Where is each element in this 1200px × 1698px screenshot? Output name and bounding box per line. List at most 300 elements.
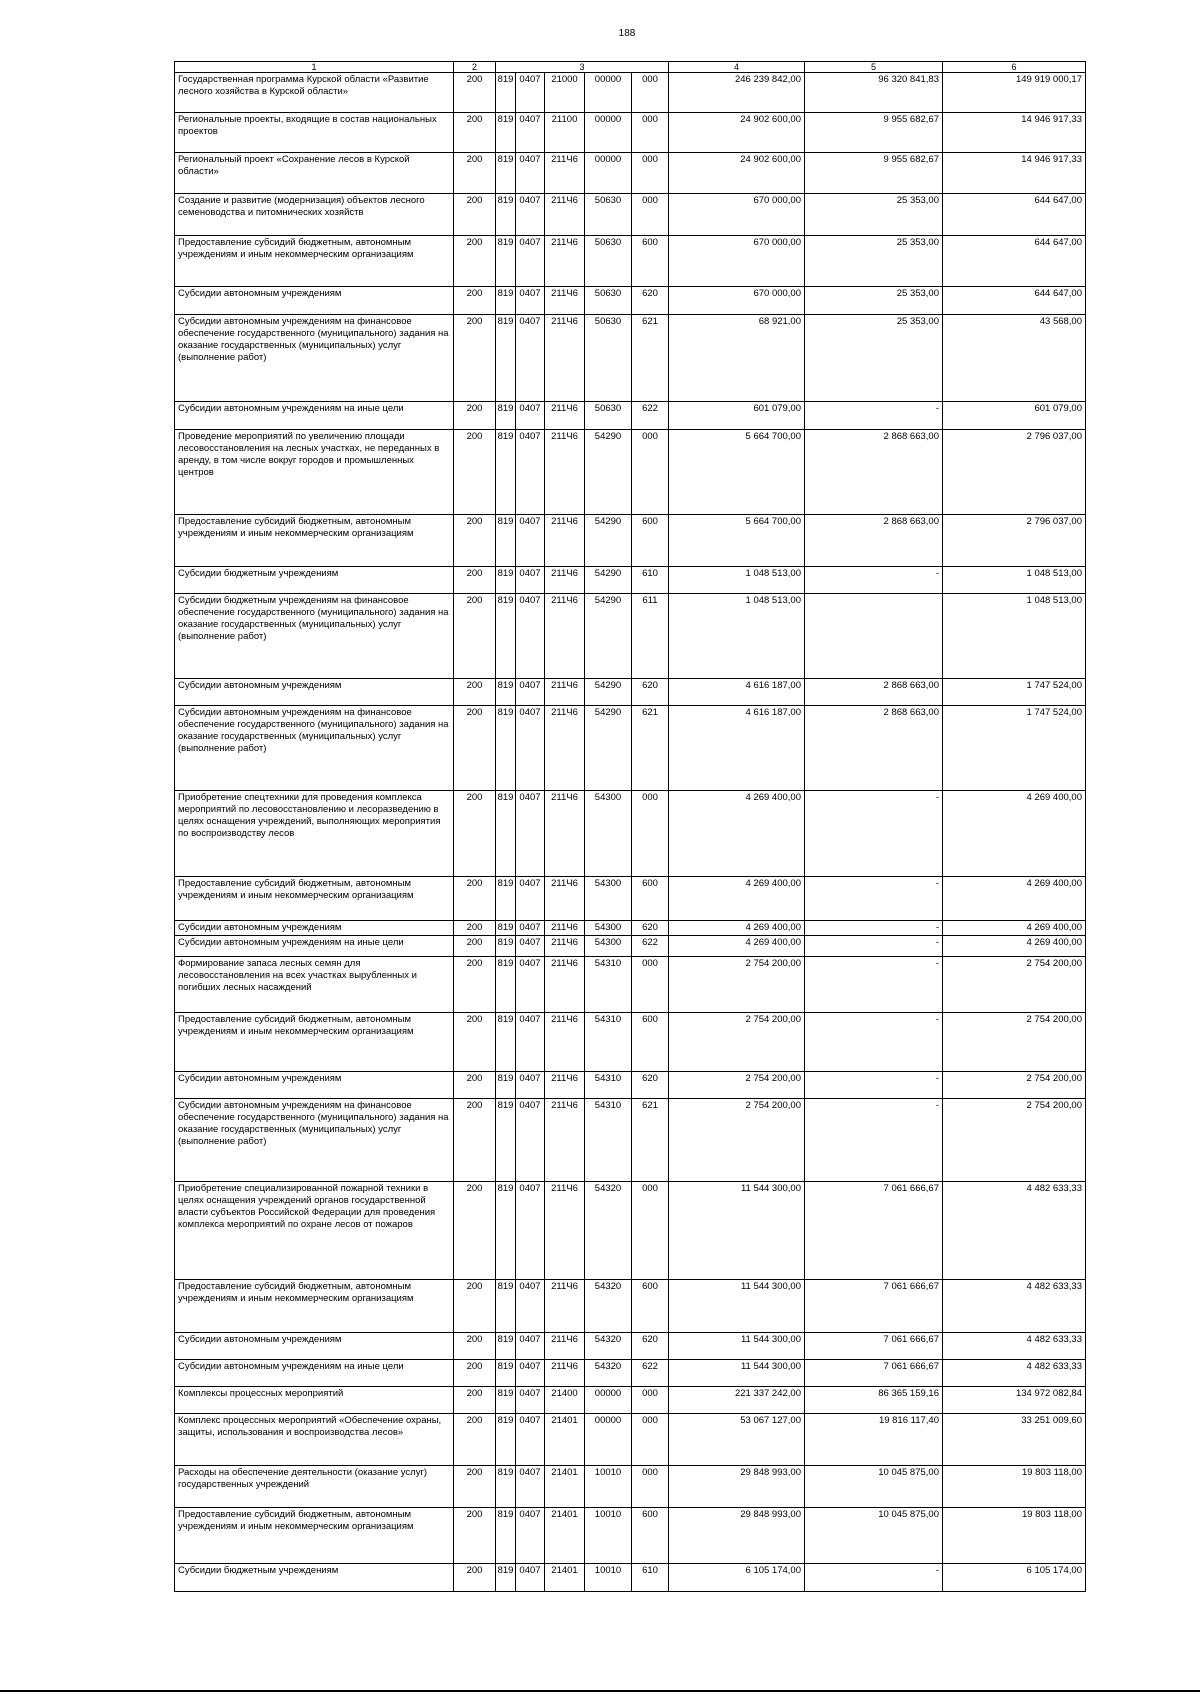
code-subsection: 0407 bbox=[516, 1013, 545, 1072]
row-name: Субсидии бюджетным учреждениям bbox=[175, 567, 454, 594]
value-col-4: 5 664 700,00 bbox=[669, 430, 805, 515]
code-program: 211Ч6 bbox=[545, 567, 585, 594]
table-row bbox=[175, 402, 1086, 430]
code-subsection: 0407 bbox=[516, 877, 545, 921]
code-direction: 54310 bbox=[585, 1013, 632, 1072]
code-subsection: 0407 bbox=[516, 153, 545, 194]
header-col-5: 5 bbox=[805, 62, 943, 73]
code-subsection: 0407 bbox=[516, 402, 545, 430]
code-subsection: 0407 bbox=[516, 430, 545, 515]
code-expense-type: 620 bbox=[632, 921, 669, 936]
value-col-6: 644 647,00 bbox=[943, 236, 1086, 287]
code-ministry: 819 bbox=[496, 402, 516, 430]
code-expense-type: 621 bbox=[632, 706, 669, 791]
code-section: 200 bbox=[454, 594, 496, 679]
code-expense-type: 000 bbox=[632, 791, 669, 877]
code-program: 211Ч6 bbox=[545, 153, 585, 194]
value-col-6: 4 269 400,00 bbox=[943, 936, 1086, 957]
code-section: 200 bbox=[454, 287, 496, 315]
value-col-5: 19 816 117,40 bbox=[805, 1414, 943, 1466]
code-direction: 50630 bbox=[585, 402, 632, 430]
code-program: 21401 bbox=[545, 1508, 585, 1564]
value-col-5: 9 955 682,67 bbox=[805, 153, 943, 194]
code-ministry: 819 bbox=[496, 194, 516, 236]
value-col-4: 1 048 513,00 bbox=[669, 594, 805, 679]
header-col-2: 2 bbox=[454, 62, 496, 73]
code-section: 200 bbox=[454, 877, 496, 921]
value-col-4: 11 544 300,00 bbox=[669, 1182, 805, 1280]
code-program: 211Ч6 bbox=[545, 236, 585, 287]
table-row bbox=[175, 1333, 1086, 1360]
code-expense-type: 600 bbox=[632, 236, 669, 287]
code-expense-type: 000 bbox=[632, 1182, 669, 1280]
row-name: Региональный проект «Сохранение лесов в Курской области» bbox=[175, 153, 454, 194]
code-section: 200 bbox=[454, 706, 496, 791]
header-col-4: 4 bbox=[669, 62, 805, 73]
value-col-6: 4 269 400,00 bbox=[943, 791, 1086, 877]
code-subsection: 0407 bbox=[516, 594, 545, 679]
code-section: 200 bbox=[454, 1466, 496, 1508]
code-direction: 10010 bbox=[585, 1564, 632, 1592]
code-expense-type: 000 bbox=[632, 194, 669, 236]
value-col-5: - bbox=[805, 877, 943, 921]
code-subsection: 0407 bbox=[516, 936, 545, 957]
code-program: 211Ч6 bbox=[545, 515, 585, 567]
table-row bbox=[175, 1564, 1086, 1592]
code-subsection: 0407 bbox=[516, 1360, 545, 1387]
header-col-1: 1 bbox=[175, 62, 454, 73]
code-ministry: 819 bbox=[496, 1387, 516, 1414]
code-program: 21401 bbox=[545, 1466, 585, 1508]
code-program: 211Ч6 bbox=[545, 594, 585, 679]
code-direction: 54320 bbox=[585, 1333, 632, 1360]
code-expense-type: 600 bbox=[632, 877, 669, 921]
table-row bbox=[175, 73, 1086, 113]
value-col-4: 11 544 300,00 bbox=[669, 1280, 805, 1333]
value-col-5: 25 353,00 bbox=[805, 236, 943, 287]
code-ministry: 819 bbox=[496, 567, 516, 594]
code-direction: 54300 bbox=[585, 936, 632, 957]
code-ministry: 819 bbox=[496, 1360, 516, 1387]
code-program: 21400 bbox=[545, 1387, 585, 1414]
code-subsection: 0407 bbox=[516, 1182, 545, 1280]
code-ministry: 819 bbox=[496, 1072, 516, 1099]
code-expense-type: 000 bbox=[632, 113, 669, 153]
code-program: 211Ч6 bbox=[545, 1013, 585, 1072]
value-col-5: - bbox=[805, 1072, 943, 1099]
value-col-6: 4 482 633,33 bbox=[943, 1182, 1086, 1280]
code-program: 21401 bbox=[545, 1414, 585, 1466]
code-section: 200 bbox=[454, 315, 496, 402]
value-col-6: 19 803 118,00 bbox=[943, 1508, 1086, 1564]
value-col-5: 25 353,00 bbox=[805, 287, 943, 315]
code-subsection: 0407 bbox=[516, 1333, 545, 1360]
value-col-5: - bbox=[805, 1013, 943, 1072]
value-col-5: 7 061 666,67 bbox=[805, 1360, 943, 1387]
code-program: 211Ч6 bbox=[545, 957, 585, 1013]
code-subsection: 0407 bbox=[516, 791, 545, 877]
row-name: Субсидии автономным учреждениям bbox=[175, 679, 454, 706]
code-expense-type: 000 bbox=[632, 957, 669, 1013]
row-name: Субсидии автономным учреждениям на финансовое обеспечение государственного (муниципального) задания на оказание государственных (муниципальных) услуг (выполнение работ) bbox=[175, 315, 454, 402]
row-name: Формирование запаса лесных семян для лесовосстановления на всех участках вырубленных и погибших лесных насаждений bbox=[175, 957, 454, 1013]
value-col-6: 149 919 000,17 bbox=[943, 73, 1086, 113]
value-col-5: 10 045 875,00 bbox=[805, 1508, 943, 1564]
code-expense-type: 600 bbox=[632, 1508, 669, 1564]
code-section: 200 bbox=[454, 1414, 496, 1466]
value-col-4: 29 848 993,00 bbox=[669, 1508, 805, 1564]
table-row bbox=[175, 1360, 1086, 1387]
value-col-5: - bbox=[805, 567, 943, 594]
code-section: 200 bbox=[454, 1333, 496, 1360]
value-col-4: 11 544 300,00 bbox=[669, 1360, 805, 1387]
value-col-4: 4 616 187,00 bbox=[669, 706, 805, 791]
code-expense-type: 000 bbox=[632, 1414, 669, 1466]
row-name: Приобретение спецтехники для проведения комплекса мероприятий по лесовосстановлению и лесоразведению в целях оснащения учреждений, выполняющих мероприятия по воспроизводству лесов bbox=[175, 791, 454, 877]
code-subsection: 0407 bbox=[516, 194, 545, 236]
value-col-5: - bbox=[805, 957, 943, 1013]
value-col-4: 4 269 400,00 bbox=[669, 877, 805, 921]
code-program: 211Ч6 bbox=[545, 1280, 585, 1333]
code-expense-type: 000 bbox=[632, 430, 669, 515]
code-section: 200 bbox=[454, 1508, 496, 1564]
code-subsection: 0407 bbox=[516, 1072, 545, 1099]
value-col-4: 670 000,00 bbox=[669, 287, 805, 315]
code-subsection: 0407 bbox=[516, 679, 545, 706]
value-col-4: 24 902 600,00 bbox=[669, 153, 805, 194]
value-col-4: 4 269 400,00 bbox=[669, 936, 805, 957]
table-row bbox=[175, 877, 1086, 921]
code-direction: 00000 bbox=[585, 113, 632, 153]
value-col-4: 601 079,00 bbox=[669, 402, 805, 430]
code-direction: 54310 bbox=[585, 1072, 632, 1099]
code-ministry: 819 bbox=[496, 113, 516, 153]
row-name: Расходы на обеспечение деятельности (оказание услуг) государственных учреждений bbox=[175, 1466, 454, 1508]
value-col-5: - bbox=[805, 402, 943, 430]
value-col-6: 4 482 633,33 bbox=[943, 1280, 1086, 1333]
value-col-5: 7 061 666,67 bbox=[805, 1333, 943, 1360]
value-col-6: 4 482 633,33 bbox=[943, 1360, 1086, 1387]
table-row bbox=[175, 153, 1086, 194]
code-program: 211Ч6 bbox=[545, 921, 585, 936]
code-direction: 10010 bbox=[585, 1466, 632, 1508]
code-program: 211Ч6 bbox=[545, 791, 585, 877]
value-col-6: 2 796 037,00 bbox=[943, 515, 1086, 567]
value-col-6: 4 269 400,00 bbox=[943, 877, 1086, 921]
code-section: 200 bbox=[454, 515, 496, 567]
value-col-4: 2 754 200,00 bbox=[669, 1099, 805, 1182]
code-expense-type: 000 bbox=[632, 1466, 669, 1508]
code-program: 211Ч6 bbox=[545, 315, 585, 402]
value-col-4: 68 921,00 bbox=[669, 315, 805, 402]
row-name: Предоставление субсидий бюджетным, автономным учреждениям и иным некоммерческим организациям bbox=[175, 236, 454, 287]
row-name: Государственная программа Курской области «Развитие лесного хозяйства в Курской области» bbox=[175, 73, 454, 113]
value-col-6: 1 747 524,00 bbox=[943, 679, 1086, 706]
row-name: Субсидии автономным учреждениям на финансовое обеспечение государственного (муниципального) задания на оказание государственных (муниципальных) услуг (выполнение работ) bbox=[175, 706, 454, 791]
code-ministry: 819 bbox=[496, 153, 516, 194]
table-row bbox=[175, 1013, 1086, 1072]
code-direction: 50630 bbox=[585, 287, 632, 315]
code-subsection: 0407 bbox=[516, 1508, 545, 1564]
code-direction: 54300 bbox=[585, 877, 632, 921]
code-program: 211Ч6 bbox=[545, 1182, 585, 1280]
code-ministry: 819 bbox=[496, 287, 516, 315]
value-col-5: 25 353,00 bbox=[805, 194, 943, 236]
budget-table-container bbox=[174, 61, 1085, 1592]
row-name: Субсидии бюджетным учреждениям bbox=[175, 1564, 454, 1592]
code-section: 200 bbox=[454, 1387, 496, 1414]
value-col-4: 24 902 600,00 bbox=[669, 113, 805, 153]
code-ministry: 819 bbox=[496, 877, 516, 921]
value-col-6: 601 079,00 bbox=[943, 402, 1086, 430]
code-ministry: 819 bbox=[496, 1564, 516, 1592]
value-col-6: 2 754 200,00 bbox=[943, 1013, 1086, 1072]
code-expense-type: 621 bbox=[632, 1099, 669, 1182]
code-section: 200 bbox=[454, 1099, 496, 1182]
code-expense-type: 622 bbox=[632, 402, 669, 430]
code-expense-type: 610 bbox=[632, 567, 669, 594]
value-col-4: 2 754 200,00 bbox=[669, 957, 805, 1013]
code-expense-type: 610 bbox=[632, 1564, 669, 1592]
code-ministry: 819 bbox=[496, 1182, 516, 1280]
code-subsection: 0407 bbox=[516, 1466, 545, 1508]
code-direction: 54290 bbox=[585, 679, 632, 706]
table-row bbox=[175, 1182, 1086, 1280]
code-program: 211Ч6 bbox=[545, 1360, 585, 1387]
code-subsection: 0407 bbox=[516, 113, 545, 153]
row-name: Субсидии автономным учреждениям на финансовое обеспечение государственного (муниципального) задания на оказание государственных (муниципальных) услуг (выполнение работ) bbox=[175, 1099, 454, 1182]
budget-table bbox=[174, 61, 1086, 1592]
code-section: 200 bbox=[454, 194, 496, 236]
value-col-5: 2 868 663,00 bbox=[805, 430, 943, 515]
value-col-4: 2 754 200,00 bbox=[669, 1072, 805, 1099]
code-program: 21100 bbox=[545, 113, 585, 153]
row-name: Субсидии автономным учреждениям bbox=[175, 1333, 454, 1360]
code-ministry: 819 bbox=[496, 73, 516, 113]
code-section: 200 bbox=[454, 402, 496, 430]
code-subsection: 0407 bbox=[516, 1387, 545, 1414]
code-direction: 54290 bbox=[585, 594, 632, 679]
code-subsection: 0407 bbox=[516, 1564, 545, 1592]
table-row bbox=[175, 706, 1086, 791]
table-row bbox=[175, 430, 1086, 515]
code-subsection: 0407 bbox=[516, 1414, 545, 1466]
row-name: Предоставление субсидий бюджетным, автономным учреждениям и иным некоммерческим организациям bbox=[175, 515, 454, 567]
table-row bbox=[175, 957, 1086, 1013]
value-col-4: 53 067 127,00 bbox=[669, 1414, 805, 1466]
code-subsection: 0407 bbox=[516, 706, 545, 791]
code-ministry: 819 bbox=[496, 430, 516, 515]
code-program: 211Ч6 bbox=[545, 402, 585, 430]
code-expense-type: 000 bbox=[632, 1387, 669, 1414]
value-col-5: 7 061 666,67 bbox=[805, 1280, 943, 1333]
table-row bbox=[175, 113, 1086, 153]
value-col-5: - bbox=[805, 921, 943, 936]
code-ministry: 819 bbox=[496, 1466, 516, 1508]
code-subsection: 0407 bbox=[516, 957, 545, 1013]
row-name: Субсидии автономным учреждениям bbox=[175, 1072, 454, 1099]
table-row bbox=[175, 1414, 1086, 1466]
value-col-5: - bbox=[805, 936, 943, 957]
value-col-5: 25 353,00 bbox=[805, 315, 943, 402]
code-direction: 00000 bbox=[585, 1414, 632, 1466]
value-col-6: 2 754 200,00 bbox=[943, 957, 1086, 1013]
value-col-5: 9 955 682,67 bbox=[805, 113, 943, 153]
code-subsection: 0407 bbox=[516, 921, 545, 936]
code-ministry: 819 bbox=[496, 1280, 516, 1333]
code-direction: 54310 bbox=[585, 957, 632, 1013]
code-program: 211Ч6 bbox=[545, 1072, 585, 1099]
value-col-6: 134 972 082,84 bbox=[943, 1387, 1086, 1414]
table-row bbox=[175, 594, 1086, 679]
code-section: 200 bbox=[454, 1072, 496, 1099]
table-row bbox=[175, 1508, 1086, 1564]
row-name: Субсидии автономным учреждениям на иные цели bbox=[175, 936, 454, 957]
code-expense-type: 600 bbox=[632, 1013, 669, 1072]
page-number: 188 bbox=[618, 28, 636, 39]
row-name: Предоставление субсидий бюджетным, автономным учреждениям и иным некоммерческим организациям bbox=[175, 1508, 454, 1564]
code-subsection: 0407 bbox=[516, 315, 545, 402]
code-subsection: 0407 bbox=[516, 73, 545, 113]
value-col-4: 4 269 400,00 bbox=[669, 921, 805, 936]
code-ministry: 819 bbox=[496, 791, 516, 877]
value-col-6: 14 946 917,33 bbox=[943, 153, 1086, 194]
code-expense-type: 622 bbox=[632, 936, 669, 957]
code-program: 211Ч6 bbox=[545, 1099, 585, 1182]
code-ministry: 819 bbox=[496, 236, 516, 287]
table-row bbox=[175, 287, 1086, 315]
code-subsection: 0407 bbox=[516, 515, 545, 567]
code-direction: 50630 bbox=[585, 315, 632, 402]
code-ministry: 819 bbox=[496, 594, 516, 679]
table-row bbox=[175, 1099, 1086, 1182]
code-direction: 10010 bbox=[585, 1508, 632, 1564]
code-expense-type: 600 bbox=[632, 515, 669, 567]
table-row bbox=[175, 921, 1086, 936]
value-col-5: - bbox=[805, 1099, 943, 1182]
value-col-5: - bbox=[805, 791, 943, 877]
value-col-6: 644 647,00 bbox=[943, 287, 1086, 315]
value-col-4: 221 337 242,00 bbox=[669, 1387, 805, 1414]
code-section: 200 bbox=[454, 936, 496, 957]
code-section: 200 bbox=[454, 1360, 496, 1387]
value-col-6: 33 251 009,60 bbox=[943, 1414, 1086, 1466]
code-direction: 00000 bbox=[585, 1387, 632, 1414]
value-col-4: 5 664 700,00 bbox=[669, 515, 805, 567]
value-col-6: 19 803 118,00 bbox=[943, 1466, 1086, 1508]
code-section: 200 bbox=[454, 73, 496, 113]
code-section: 200 bbox=[454, 1564, 496, 1592]
code-direction: 54290 bbox=[585, 567, 632, 594]
code-ministry: 819 bbox=[496, 1013, 516, 1072]
code-ministry: 819 bbox=[496, 921, 516, 936]
code-program: 211Ч6 bbox=[545, 936, 585, 957]
row-name: Проведение мероприятий по увеличению площади лесовосстановления на лесных участках, не переданных в аренду, в том числе вокруг городов и промышленных центров bbox=[175, 430, 454, 515]
row-name: Приобретение специализированной пожарной техники в целях оснащения учреждений органов государственной власти субъектов Российской Федерации для проведения комплекса мероприятий по охране лесов от пожаров bbox=[175, 1182, 454, 1280]
code-program: 211Ч6 bbox=[545, 194, 585, 236]
row-name: Субсидии автономным учреждениям на иные цели bbox=[175, 402, 454, 430]
value-col-5: 2 868 663,00 bbox=[805, 706, 943, 791]
value-col-6: 4 269 400,00 bbox=[943, 921, 1086, 936]
code-ministry: 819 bbox=[496, 1414, 516, 1466]
code-program: 211Ч6 bbox=[545, 287, 585, 315]
code-program: 21000 bbox=[545, 73, 585, 113]
row-name: Предоставление субсидий бюджетным, автономным учреждениям и иным некоммерческим организациям bbox=[175, 877, 454, 921]
code-ministry: 819 bbox=[496, 1099, 516, 1182]
code-section: 200 bbox=[454, 1013, 496, 1072]
code-program: 21401 bbox=[545, 1564, 585, 1592]
code-expense-type: 000 bbox=[632, 153, 669, 194]
table-row bbox=[175, 515, 1086, 567]
code-expense-type: 611 bbox=[632, 594, 669, 679]
table-row bbox=[175, 194, 1086, 236]
value-col-4: 670 000,00 bbox=[669, 236, 805, 287]
code-ministry: 819 bbox=[496, 1508, 516, 1564]
code-direction: 50630 bbox=[585, 194, 632, 236]
table-row bbox=[175, 1280, 1086, 1333]
table-row bbox=[175, 1387, 1086, 1414]
code-direction: 00000 bbox=[585, 73, 632, 113]
value-col-4: 6 105 174,00 bbox=[669, 1564, 805, 1592]
value-col-6: 14 946 917,33 bbox=[943, 113, 1086, 153]
code-expense-type: 620 bbox=[632, 679, 669, 706]
value-col-6: 1 747 524,00 bbox=[943, 706, 1086, 791]
row-name: Предоставление субсидий бюджетным, автономным учреждениям и иным некоммерческим организациям bbox=[175, 1013, 454, 1072]
value-col-5: 86 365 159,16 bbox=[805, 1387, 943, 1414]
code-expense-type: 621 bbox=[632, 315, 669, 402]
value-col-5: - bbox=[805, 1564, 943, 1592]
value-col-6: 1 048 513,00 bbox=[943, 567, 1086, 594]
code-direction: 54310 bbox=[585, 1099, 632, 1182]
value-col-5: 2 868 663,00 bbox=[805, 679, 943, 706]
value-col-4: 4 269 400,00 bbox=[669, 791, 805, 877]
value-col-6: 2 754 200,00 bbox=[943, 1099, 1086, 1182]
value-col-6: 6 105 174,00 bbox=[943, 1564, 1086, 1592]
table-row bbox=[175, 1072, 1086, 1099]
row-name: Предоставление субсидий бюджетным, автономным учреждениям и иным некоммерческим организациям bbox=[175, 1280, 454, 1333]
code-expense-type: 000 bbox=[632, 73, 669, 113]
code-direction: 54320 bbox=[585, 1182, 632, 1280]
row-name: Субсидии автономным учреждениям bbox=[175, 287, 454, 315]
table-row bbox=[175, 936, 1086, 957]
value-col-4: 1 048 513,00 bbox=[669, 567, 805, 594]
value-col-5 bbox=[805, 594, 943, 679]
value-col-6: 43 568,00 bbox=[943, 315, 1086, 402]
code-section: 200 bbox=[454, 567, 496, 594]
table-row bbox=[175, 1466, 1086, 1508]
value-col-4: 670 000,00 bbox=[669, 194, 805, 236]
code-section: 200 bbox=[454, 236, 496, 287]
code-direction: 54300 bbox=[585, 791, 632, 877]
code-direction: 54290 bbox=[585, 430, 632, 515]
code-direction: 54320 bbox=[585, 1280, 632, 1333]
row-name: Региональные проекты, входящие в состав национальных проектов bbox=[175, 113, 454, 153]
value-col-5: 10 045 875,00 bbox=[805, 1466, 943, 1508]
code-section: 200 bbox=[454, 957, 496, 1013]
code-section: 200 bbox=[454, 113, 496, 153]
code-program: 211Ч6 bbox=[545, 706, 585, 791]
code-expense-type: 620 bbox=[632, 1333, 669, 1360]
value-col-6: 2 754 200,00 bbox=[943, 1072, 1086, 1099]
code-program: 211Ч6 bbox=[545, 679, 585, 706]
table-row bbox=[175, 236, 1086, 287]
code-subsection: 0407 bbox=[516, 236, 545, 287]
code-ministry: 819 bbox=[496, 957, 516, 1013]
code-subsection: 0407 bbox=[516, 1099, 545, 1182]
code-ministry: 819 bbox=[496, 515, 516, 567]
value-col-4: 29 848 993,00 bbox=[669, 1466, 805, 1508]
code-ministry: 819 bbox=[496, 1333, 516, 1360]
